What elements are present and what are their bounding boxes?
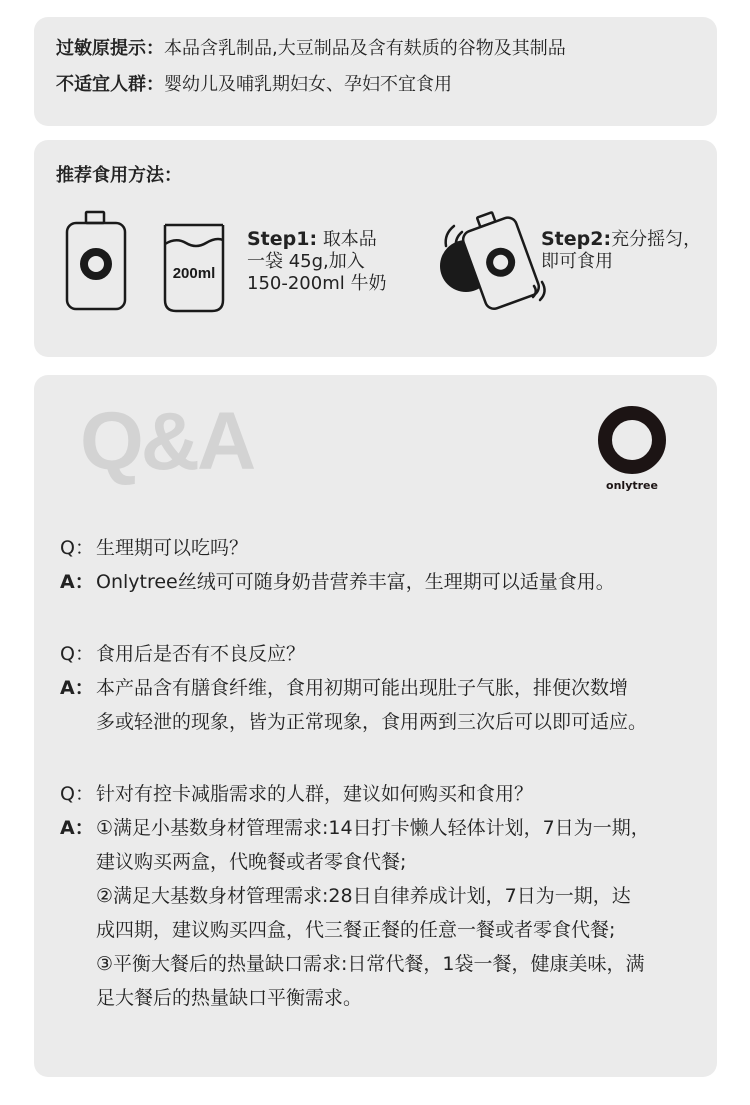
logo-text: onlytree (606, 479, 658, 492)
step1-line-3: 150-200ml 牛奶 (247, 273, 387, 294)
answer-line: ③平衡大餐后的热量缺口需求:日常代餐，1袋一餐，健康美味，满 (96, 953, 645, 975)
answer-2 (60, 671, 647, 739)
onlytree-logo-icon (598, 406, 666, 474)
unsuitable-text: 婴幼儿及哺乳期妇女、孕妇不宜食用 (164, 74, 452, 95)
answer-1 (60, 565, 615, 599)
qa-card (34, 375, 717, 1077)
allergen-notice (56, 37, 566, 61)
usage-method-card (34, 140, 717, 357)
step1-line-1: 取本品 (322, 229, 377, 250)
step2-label: Step2: (541, 228, 612, 250)
unsuitable-notice (56, 73, 452, 97)
answer-line: ②满足大基数身材管理需求:28日自律养成计划，7日为一期，达 (96, 885, 631, 907)
question-1 (60, 531, 248, 565)
step1-instruction (247, 228, 386, 295)
allergy-info-card (34, 17, 717, 126)
step2-line-2: 即可食用 (541, 251, 613, 272)
answer-key: A： (60, 571, 94, 593)
answer-line: 本产品含有膳食纤维，食用初期可能出现肚子气胀，排便次数增 (96, 677, 629, 699)
shaking-bottle-icon (434, 204, 554, 314)
question-key: Q： (60, 783, 94, 805)
question-2 (60, 637, 305, 671)
allergen-label: 过敏原提示： (56, 38, 164, 59)
answer-line: 成四期，建议购买四盒，代三餐正餐的任意一餐或者零食代餐; (96, 919, 616, 941)
answer-line: 足大餐后的热量缺口平衡需求。 (96, 987, 363, 1009)
step2-line-1: 充分摇匀， (611, 229, 702, 250)
milk-cup-icon (162, 222, 226, 314)
qa-watermark: Q&A (80, 396, 254, 487)
question-key: Q： (60, 643, 94, 665)
method-title: 推荐食用方法： (56, 165, 182, 186)
step2-instruction (541, 228, 701, 273)
step1-label: Step1: (247, 228, 318, 250)
answer-line: ①满足小基数身材管理需求:14日打卡懒人轻体计划，7日为一期， (96, 817, 650, 839)
allergen-text: 本品含乳制品,大豆制品及含有麸质的谷物及其制品 (164, 38, 566, 59)
cup-volume-label: 200ml (172, 265, 216, 282)
question-3 (60, 777, 533, 811)
question-text: 针对有控卡减脂需求的人群，建议如何购买和食用？ (96, 783, 534, 805)
answer-line: 建议购买两盒，代晚餐或者零食代餐; (96, 851, 407, 873)
product-bottle-icon (64, 210, 128, 312)
unsuitable-label: 不适宜人群： (56, 74, 164, 95)
step1-line-2: 一袋 45g,加入 (247, 251, 365, 272)
answer-key: A： (60, 677, 94, 699)
question-key: Q： (60, 537, 94, 559)
answer-line: 多或轻泄的现象，皆为正常现象，食用两到三次后可以即可适应。 (96, 711, 648, 733)
question-text: 食用后是否有不良反应？ (96, 643, 306, 665)
answer-line: Onlytree丝绒可可随身奶昔营养丰富，生理期可以适量食用。 (96, 571, 615, 593)
question-text: 生理期可以吃吗？ (96, 537, 249, 559)
answer-3 (60, 811, 650, 1015)
answer-key: A： (60, 817, 94, 839)
